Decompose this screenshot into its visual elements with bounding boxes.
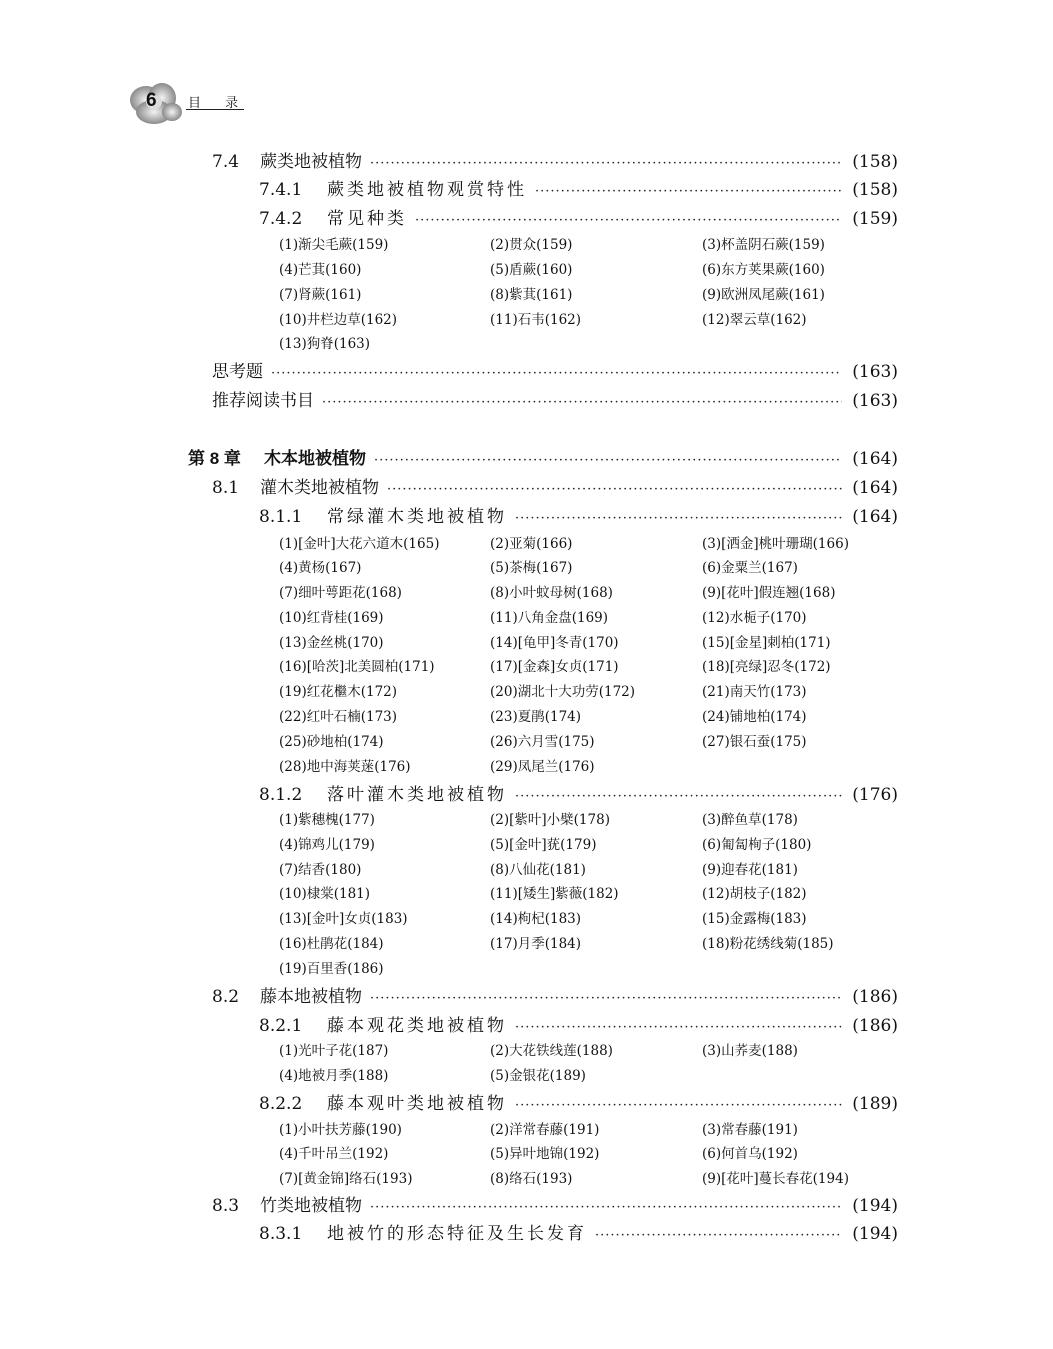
leader-dots (370, 152, 842, 176)
entry-number: 第 8 章 (188, 449, 241, 468)
species-item: (6)何首乌(192) (702, 1146, 798, 1162)
species-item: (16)[哈茨]北美圆柏(171) (279, 659, 435, 675)
toc-entry[interactable] (212, 1194, 898, 1218)
species-item: (10)红背桂(169) (279, 610, 384, 626)
species-item: (12)胡枝子(182) (702, 886, 807, 902)
toc-entry[interactable] (212, 360, 898, 384)
toc-chapter[interactable] (188, 447, 898, 471)
entry-number: 8.1.1 (259, 507, 303, 527)
species-item: (15)金露梅(183) (702, 911, 807, 927)
leader-dots (415, 209, 842, 233)
leader-dots (515, 507, 842, 531)
species-item: (15)[金星]刺柏(171) (702, 635, 831, 651)
leader-dots (322, 391, 842, 415)
entry-title: 蕨类地被植物观赏特性 (327, 180, 527, 200)
entry-title: 灌木类地被植物 (260, 478, 379, 498)
entry-title: 藤本观花类地被植物 (327, 1016, 507, 1036)
species-item: (20)湖北十大功劳(172) (490, 684, 636, 700)
toc-entry[interactable] (259, 178, 898, 202)
entry-number: 8.2.2 (259, 1094, 303, 1114)
entry-page: (189) (852, 1094, 898, 1114)
entry-title: 常绿灌木类地被植物 (327, 507, 507, 527)
entry-title: 藤本观叶类地被植物 (327, 1094, 507, 1114)
species-item: (10)井栏边草(162) (279, 312, 398, 328)
leader-dots (374, 449, 842, 473)
entry-title: 竹类地被植物 (260, 1196, 362, 1216)
leader-dots (515, 1016, 842, 1040)
entry-title: 推荐阅读书目 (212, 391, 314, 411)
species-item: (1)光叶子花(187) (279, 1043, 389, 1059)
species-item: (9)[花叶]假连翘(168) (702, 585, 836, 601)
species-item: (5)[金叶]莸(179) (490, 837, 597, 853)
entry-number: 8.2 (212, 987, 240, 1007)
toc-entry[interactable] (259, 783, 898, 807)
species-item: (5)盾蕨(160) (490, 262, 573, 278)
species-item: (8)紫萁(161) (490, 287, 573, 303)
species-item: (19)红花檵木(172) (279, 684, 398, 700)
entry-number: 7.4.2 (259, 209, 303, 229)
species-item: (26)六月雪(175) (490, 734, 595, 750)
species-item: (4)锦鸡儿(179) (279, 837, 375, 853)
species-item: (4)地被月季(188) (279, 1068, 389, 1084)
leader-dots (515, 785, 842, 809)
entry-number: 7.4 (212, 152, 240, 172)
species-item: (13)金丝桃(170) (279, 635, 384, 651)
species-item: (7)细叶萼距花(168) (279, 585, 402, 601)
entry-title: 思考题 (212, 362, 263, 382)
entry-page: (164) (852, 478, 898, 498)
species-item: (17)月季(184) (490, 936, 582, 952)
toc-entry[interactable] (259, 1222, 898, 1246)
species-item: (8)小叶蚊母树(168) (490, 585, 613, 601)
species-item: (1)小叶扶芳藤(190) (279, 1122, 402, 1138)
species-item: (16)杜鹃花(184) (279, 936, 384, 952)
species-item: (10)棣棠(181) (279, 886, 371, 902)
leader-dots (370, 1196, 842, 1220)
toc-entry[interactable] (212, 150, 898, 174)
species-item: (3)杯盖阴石蕨(159) (702, 237, 825, 253)
entry-page: (194) (852, 1224, 898, 1244)
species-item: (13)[金叶]女贞(183) (279, 911, 408, 927)
entry-title: 藤本地被植物 (260, 987, 362, 1007)
entry-page: (194) (852, 1196, 898, 1216)
species-item: (2)亚菊(166) (490, 536, 573, 552)
species-item: (23)夏鹃(174) (490, 709, 582, 725)
species-item: (12)翠云草(162) (702, 312, 807, 328)
species-item: (27)银石蚕(175) (702, 734, 807, 750)
toc-entry[interactable] (259, 1092, 898, 1116)
entry-title: 落叶灌木类地被植物 (327, 785, 507, 805)
species-item: (22)红叶石楠(173) (279, 709, 398, 725)
toc-entry[interactable] (259, 505, 898, 529)
species-item: (5)金银花(189) (490, 1068, 586, 1084)
species-item: (4)芒萁(160) (279, 262, 362, 278)
species-item: (19)百里香(186) (279, 961, 384, 977)
page-number: 6 (146, 90, 157, 111)
species-item: (8)络石(193) (490, 1171, 573, 1187)
species-item: (29)凤尾兰(176) (490, 759, 595, 775)
entry-title: 常见种类 (327, 209, 407, 229)
page-header (126, 78, 256, 128)
entry-number: 8.1.2 (259, 785, 303, 805)
toc-entry[interactable] (212, 476, 898, 500)
header-rule (186, 109, 244, 110)
species-item: (6)匍匐栒子(180) (702, 837, 812, 853)
leader-dots (370, 987, 842, 1011)
species-item: (18)[亮绿]忍冬(172) (702, 659, 831, 675)
entry-number: 8.1 (212, 478, 240, 498)
leader-dots (271, 362, 842, 386)
species-item: (2)洋常春藤(191) (490, 1122, 600, 1138)
entry-page: (164) (852, 449, 898, 469)
leader-dots (515, 1094, 842, 1118)
species-item: (9)欧洲凤尾蕨(161) (702, 287, 825, 303)
entry-title: 蕨类地被植物 (260, 152, 362, 172)
entry-number: 7.4.1 (259, 180, 303, 200)
entry-page: (159) (852, 209, 898, 229)
species-item: (13)狗脊(163) (279, 336, 371, 352)
species-item: (2)贯众(159) (490, 237, 573, 253)
entry-title: 地被竹的形态特征及生长发育 (327, 1224, 587, 1244)
species-item: (11)[矮生]紫薇(182) (490, 886, 619, 902)
species-item: (9)迎春花(181) (702, 862, 798, 878)
species-item: (28)地中海荚蒾(176) (279, 759, 411, 775)
leader-dots (595, 1224, 842, 1248)
species-item: (1)渐尖毛蕨(159) (279, 237, 389, 253)
entry-page: (158) (852, 152, 898, 172)
toc-entry[interactable] (259, 1014, 898, 1038)
entry-number: 8.2.1 (259, 1016, 303, 1036)
species-item: (3)醉鱼草(178) (702, 812, 798, 828)
species-item: (3)[洒金]桃叶珊瑚(166) (702, 536, 849, 552)
species-item: (7)[黄金锦]络石(193) (279, 1171, 413, 1187)
species-item: (3)山荞麦(188) (702, 1043, 798, 1059)
entry-page: (163) (852, 391, 898, 411)
species-item: (12)水栀子(170) (702, 610, 807, 626)
species-item: (2)[紫叶]小檗(178) (490, 812, 610, 828)
entry-title: 木本地被植物 (264, 449, 366, 468)
toc-entry[interactable] (259, 207, 898, 231)
toc-entry[interactable] (212, 389, 898, 413)
species-item: (6)金粟兰(167) (702, 560, 798, 576)
species-item: (14)[龟甲]冬青(170) (490, 635, 619, 651)
leader-dots (535, 180, 842, 204)
species-item: (7)肾蕨(161) (279, 287, 362, 303)
species-item: (21)南天竹(173) (702, 684, 807, 700)
species-item: (1)紫穗槐(177) (279, 812, 375, 828)
species-item: (4)黄杨(167) (279, 560, 362, 576)
species-item: (4)千叶吊兰(192) (279, 1146, 389, 1162)
species-item: (24)铺地柏(174) (702, 709, 807, 725)
species-item: (17)[金森]女贞(171) (490, 659, 619, 675)
species-item: (1)[金叶]大花六道木(165) (279, 536, 440, 552)
entry-page: (164) (852, 507, 898, 527)
toc-entry[interactable] (212, 985, 898, 1009)
entry-number: 8.3.1 (259, 1224, 303, 1244)
species-item: (5)异叶地锦(192) (490, 1146, 600, 1162)
entry-page: (186) (852, 987, 898, 1007)
species-item: (7)结香(180) (279, 862, 362, 878)
entry-number: 8.3 (212, 1196, 240, 1216)
leader-dots (387, 478, 842, 502)
header-title: 目 录 (188, 96, 249, 111)
species-item: (25)砂地柏(174) (279, 734, 384, 750)
species-item: (2)大花铁线莲(188) (490, 1043, 613, 1059)
species-item: (11)八角金盘(169) (490, 610, 609, 626)
species-item: (8)八仙花(181) (490, 862, 586, 878)
species-item: (3)常春藤(191) (702, 1122, 798, 1138)
species-item: (14)枸杞(183) (490, 911, 582, 927)
species-item: (18)粉花绣线菊(185) (702, 936, 834, 952)
species-item: (6)东方荚果蕨(160) (702, 262, 825, 278)
entry-page: (158) (852, 180, 898, 200)
species-item: (5)茶梅(167) (490, 560, 573, 576)
species-item: (9)[花叶]蔓长春花(194) (702, 1171, 849, 1187)
entry-page: (186) (852, 1016, 898, 1036)
entry-page: (176) (852, 785, 898, 805)
entry-page: (163) (852, 362, 898, 382)
species-item: (11)石韦(162) (490, 312, 582, 328)
